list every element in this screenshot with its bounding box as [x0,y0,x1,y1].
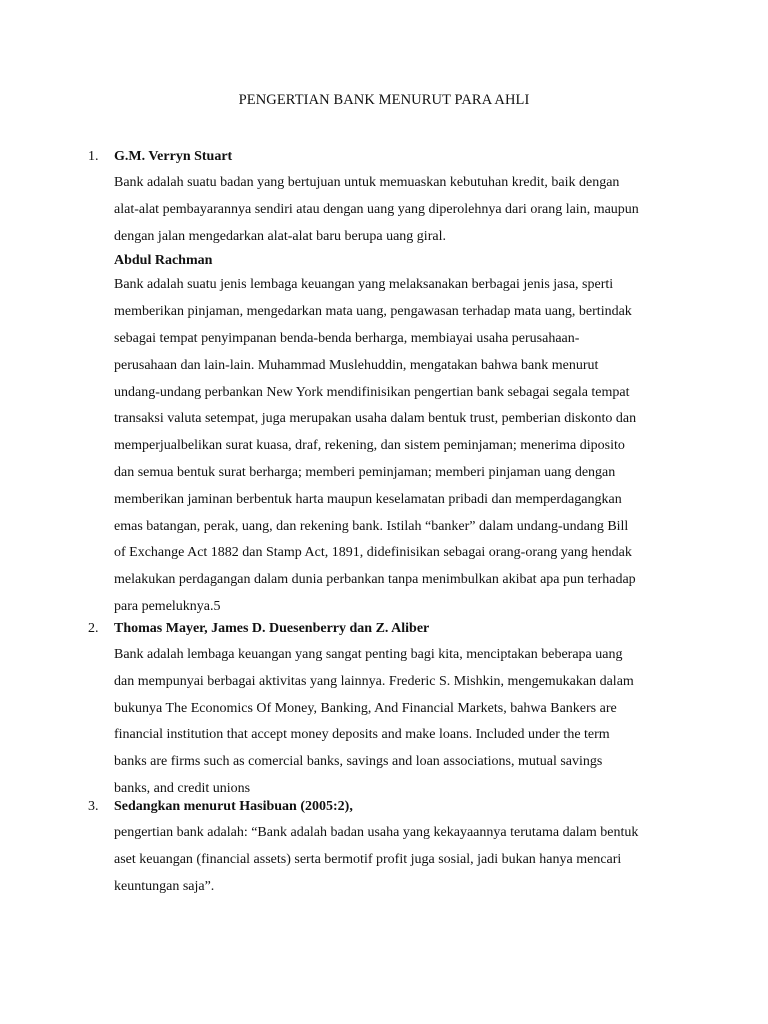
section-1 [88,144,688,621]
body-line: transaksi valuta setempat, juga merupakan usaha dalam bentuk trust, pemberian diskonto dan [114,411,637,427]
section-2 [88,616,688,803]
body-line: of Exchange Act 1882 dan Stamp Act, 1891, didefinisikan sebagai orang-orang yang hendak [114,545,632,561]
section-body [114,820,688,900]
body-line: banks, and credit unions [114,780,251,796]
body-line: memberikan pinjaman, mengedarkan mata uang, pengawasan terhadap mata uang, bertindak [114,304,632,320]
body-line: Bank adalah suatu badan yang bertujuan untuk memuaskan kebutuhan kredit, baik dengan [114,175,620,190]
section-heading: Sedangkan menurut Hasibuan (2005:2), [114,799,353,814]
section-heading: Thomas Mayer, James D. Duesenberry dan Z. Aliber [114,621,430,636]
body-line: perusahaan dan lain-lain. Muhammad Muslehuddin, mengatakan bahwa bank menurut [114,357,599,373]
section-subbody [114,272,688,620]
body-line: emas batangan, perak, uang, dan rekening bank. Istilah “banker” dalam undang-undang Bill [114,518,629,534]
body-line: financial institution that accept money deposits and make loans. Included under the term [114,727,610,743]
section-heading: G.M. Verryn Stuart [114,149,233,164]
document-title: PENGERTIAN BANK MENURUT PARA AHLI [238,92,530,108]
body-line: aset keuangan (financial assets) serta bermotif profit juga sosial, jadi bukan hanya mencari [114,851,622,867]
body-line: keuntungan saja”. [114,878,215,894]
section-body [114,170,688,250]
body-line: dengan jalan mengedarkan alat-alat baru berupa uang giral. [114,228,446,244]
section-body [114,642,688,803]
body-line: Bank adalah suatu jenis lembaga keuangan yang melaksanakan berbagai jenis jasa, sperti [114,277,614,293]
section-number: 2. [88,621,99,636]
body-line: memperjualbelikan surat kuasa, draf, rekening, dan sistem peminjaman; menerima diposito [114,438,625,454]
body-line: pengertian bank adalah: “Bank adalah badan usaha yang kekayaannya terutama dalam bentuk [114,825,639,840]
body-line: bukunya The Economics Of Money, Banking, And Financial Markets, bahwa Bankers are [114,700,617,716]
body-line: dan semua bentuk surat berharga; memberi peminjaman; memberi pinjaman uang dengan [114,464,616,480]
body-line: undang-undang perbankan New York mendifinisikan pengertian bank sebagai segala tempat [114,384,630,400]
section-number: 3. [88,799,99,814]
body-line: para pemeluknya.5 [114,598,221,614]
body-line: memberikan jaminan berbentuk harta maupun keselamatan pribadi dan memperdagangkan [114,491,622,507]
body-line: sebagai tempat penyimpanan benda-benda berharga, membiayai usaha perusahaan- [114,330,580,346]
section-subheading: Abdul Rachman [114,253,213,269]
section-number: 1. [88,149,99,164]
body-line: alat-alat pembayarannya sendiri atau dengan uang yang diperolehnya dari orang lain, maupun [114,201,639,217]
body-line: banks are firms such as comercial banks, savings and loan associations, mutual savings [114,754,603,770]
body-line: Bank adalah lembaga keuangan yang sangat penting bagi kita, menciptakan beberapa uang [114,647,623,662]
section-3 [88,794,688,900]
body-line: dan mempunyai berbagai aktivitas yang lainnya. Frederic S. Mishkin, mengemukakan dalam [114,673,634,689]
body-line: melakukan perdagangan dalam dunia perbankan tanpa menimbulkan akibat apa pun terhadap [114,572,636,588]
